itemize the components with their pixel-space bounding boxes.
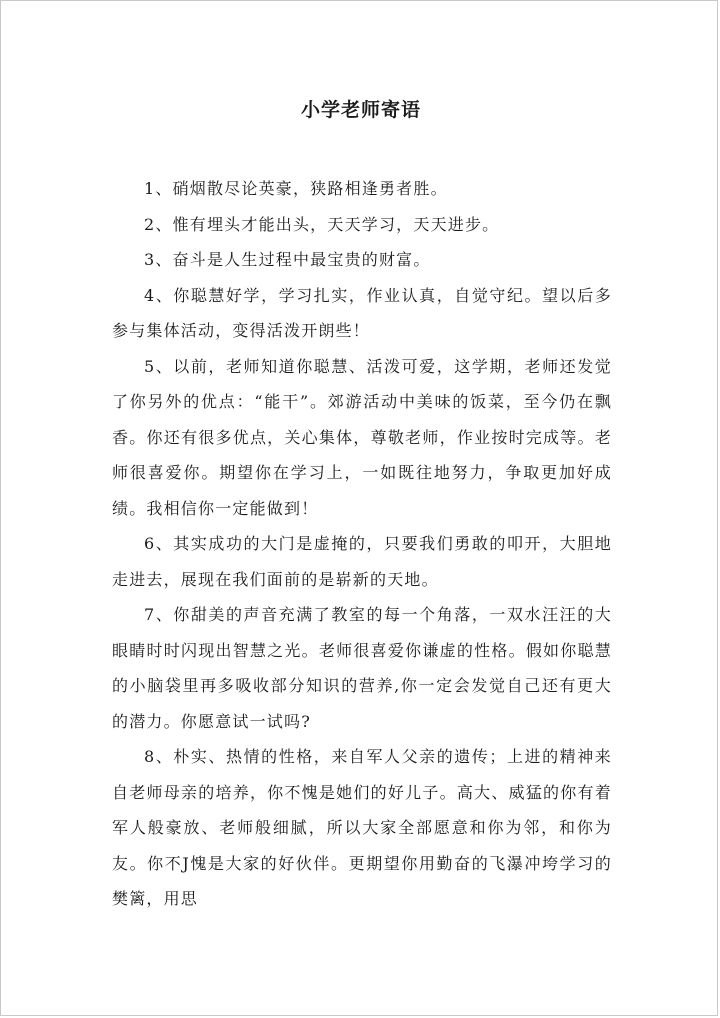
- paragraph-5: 5、以前，老师知道你聪慧、活泼可爱，这学期，老师还发觉了你另外的优点：“能干”。郊游活动中美味的饭菜，至今仍在飘香。你还有很多优点，关心集体，尊敬老师，作业按时完成等。老师很喜爱你。期望你在学习上，一如既往地努力，争取更加好成绩。我相信你一定能做到！: [112, 356, 612, 518]
- document-body: [112, 171, 612, 917]
- paragraph-7: 7、你甜美的声音充满了教室的每一个角落，一双水汪汪的大眼睛时时闪现出智慧之光。老师很喜爱你谦虚的性格。假如你聪慧的小脑袋里再多吸收部分知识的营养,你一定会发觉自己还有更大的潜力。你愿意试一试吗?: [112, 605, 612, 731]
- paragraph-8: 8、朴实、热情的性格，来自军人父亲的遗传；上进的精神来自老师母亲的培养，你不愧是她们的好儿子。高大、威猛的你有着军人般豪放、老师般细腻，所以大家全部愿意和你为邻，和你为友。你不J愧是大家的好伙伴。更期望你用勤奋的飞瀑冲垮学习的樊篱，用思: [112, 747, 612, 908]
- page-title: 小学老师寄语: [300, 99, 421, 121]
- paragraph-2: 2、惟有埋头才能出头，天天学习，天天进步。: [144, 214, 500, 234]
- paragraph-6: 6、其实成功的大门是虚掩的，只要我们勇敢的叩开，大胆地走进去，展现在我们面前的是崭新的天地。: [112, 534, 612, 589]
- paragraph-1: 1、硝烟散尽论英豪，狭路相逢勇者胜。: [144, 179, 448, 198]
- paragraph-4: 4、你聪慧好学，学习扎实，作业认真，自觉守纪。望以后多参与集体活动，变得活泼开朗些！: [112, 285, 612, 340]
- paragraph-3: 3、奋斗是人生过程中最宝贵的财富。: [144, 250, 431, 269]
